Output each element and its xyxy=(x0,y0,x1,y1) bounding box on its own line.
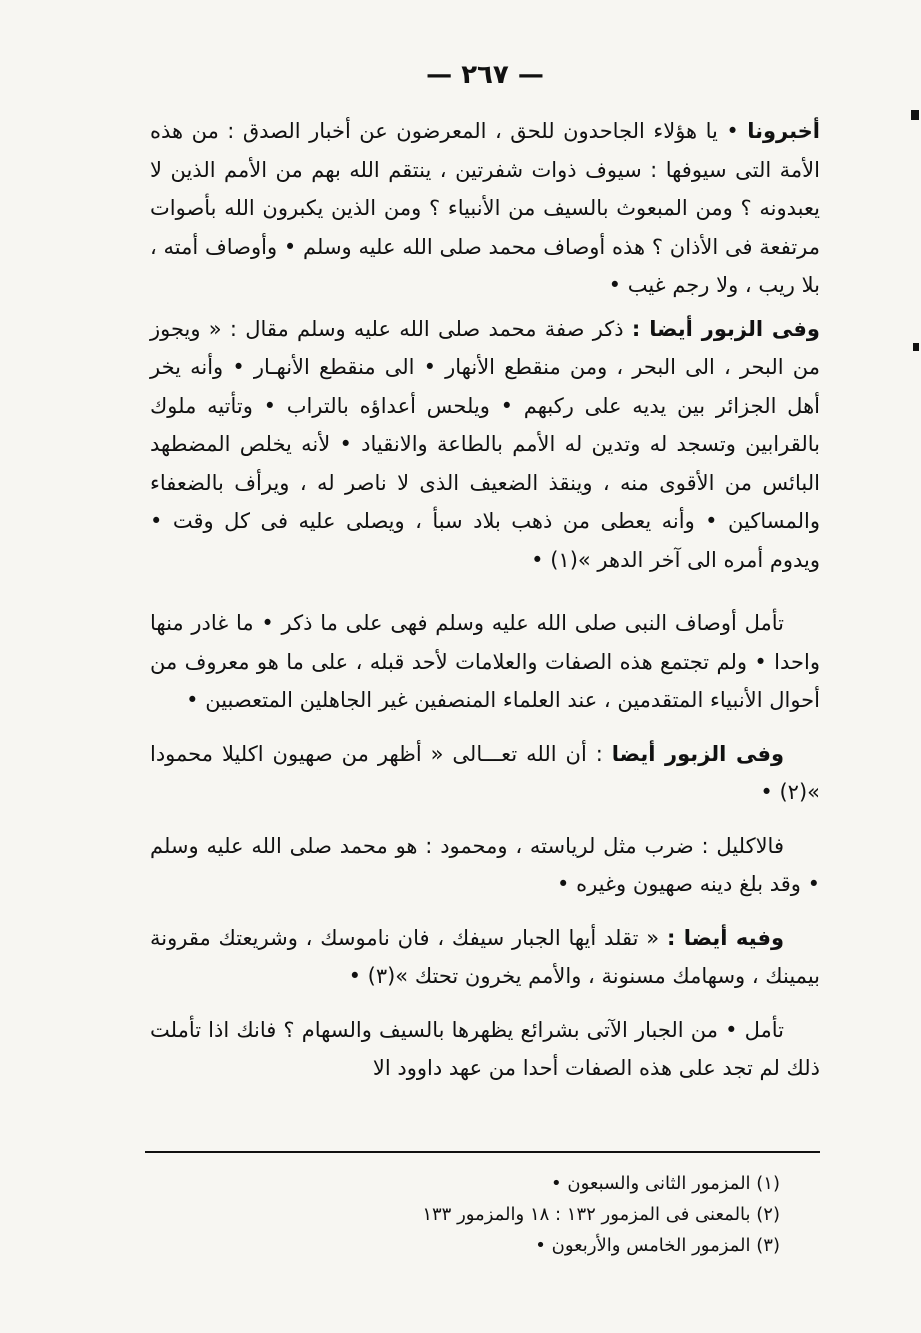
paragraph-lead: وفى الزبور أيضا xyxy=(611,741,784,766)
paragraph-6 xyxy=(150,919,820,996)
scan-edge-mark-middle xyxy=(913,343,919,351)
paragraph-4 xyxy=(150,735,820,812)
paragraph-7 xyxy=(150,1011,820,1088)
body-text xyxy=(150,112,820,1088)
paragraph-1 xyxy=(150,112,820,305)
paragraph-lead: وفى الزبور أيضا : xyxy=(631,316,820,341)
footnote-1: (١) المزمور الثانى والسبعون • xyxy=(551,1173,780,1194)
paragraph-lead: أخبرونا xyxy=(747,119,820,143)
paragraph-text: « تقلد أيها الجبار سيفك ، فان ناموسك ، وشريعتك مقرونة بيمينك ، وسهامك مسنونة ، والأمم يخرون تحتك »(٣) • xyxy=(150,925,820,988)
footnote-2: (٢) بالمعنى فى المزمور ١٣٢ : ١٨ والمزمور ١٣٣ xyxy=(422,1204,780,1225)
paragraph-text: تأمل • من الجبار الآتى بشرائع يظهرها بالسيف والسهام ؟ فانك اذا تأملت ذلك لم تجد على هذه الصفات أحدا من عهد داوود الا xyxy=(150,1017,820,1080)
paragraph-lead: وفيه أيضا : xyxy=(666,925,784,950)
paragraph-text: تأمل أوصاف النبى صلى الله عليه وسلم فهى على ما ذكر • ما غادر منها واحدا • ولم تجتمع هذه الصفات والعلامات لأحد قبله ، على ما هو معروف من أحوال الأنبياء المتقدمين ، عند العلماء المنصفين غير الجاهلين المتعصبين • xyxy=(150,611,820,712)
footnotes xyxy=(150,1168,780,1261)
footnote-3: (٣) المزمور الخامس والأربعون • xyxy=(535,1235,780,1256)
page-number: — ٢٦٧ — xyxy=(426,60,544,90)
document-page xyxy=(150,0,820,1333)
paragraph-text: ذكر صفة محمد صلى الله عليه وسلم مقال : « ويجوز من البحر ، الى البحر ، ومن منقطع الأنهار • الى منقطع الأنهـار • وأنه يخر أهل الجزائر بين يديه على ركبهم • ويلحس أعداؤه بالتراب • وتأتيه ملوك بالقرابين وتسجد له وتدين له الأمم بالطاعة والانقياد • لأنه يخلص المضطهد البائس من الأقوى منه ، وينقذ الضعيف الذى لا ناصر له ، ويرأف بالضعفاء والمساكين • وأنه يعطى من ذهب بلاد سبأ ، ويصلى عليه فى كل وقت • ويدوم أمره الى آخر الدهر »(١) • xyxy=(150,316,820,572)
paragraph-3 xyxy=(150,604,820,720)
paragraph-5 xyxy=(150,827,820,904)
paragraph-text: : أن الله تعـــالى « أظهر من صهيون اكليلا محمودا »(٢) • xyxy=(150,741,820,804)
footnote-divider xyxy=(145,1151,820,1153)
scan-edge-mark-top xyxy=(911,110,919,120)
paragraph-2 xyxy=(150,310,820,580)
paragraph-text: • يا هؤلاء الجاحدون للحق ، المعرضون عن أخبار الصدق : من هذه الأمة التى سيوفها : سيوف ذوات شفرتين ، ينتقم الله بهم من الأمم الذين لا يعبدونه ؟ ومن المبعوث بالسيف من الأنبياء ؟ ومن الذين يكبرون الله بأصوات مرتفعة فى الأذان ؟ هذه أوصاف محمد صلى الله عليه وسلم • وأوصاف أمته ، بلا ريب ، ولا رجم غيب • xyxy=(150,119,820,297)
paragraph-text: فالاكليل : ضرب مثل لرياسته ، ومحمود : هو محمد صلى الله عليه وسلم • وقد بلغ دينه صهيون وغيره • xyxy=(150,833,820,896)
